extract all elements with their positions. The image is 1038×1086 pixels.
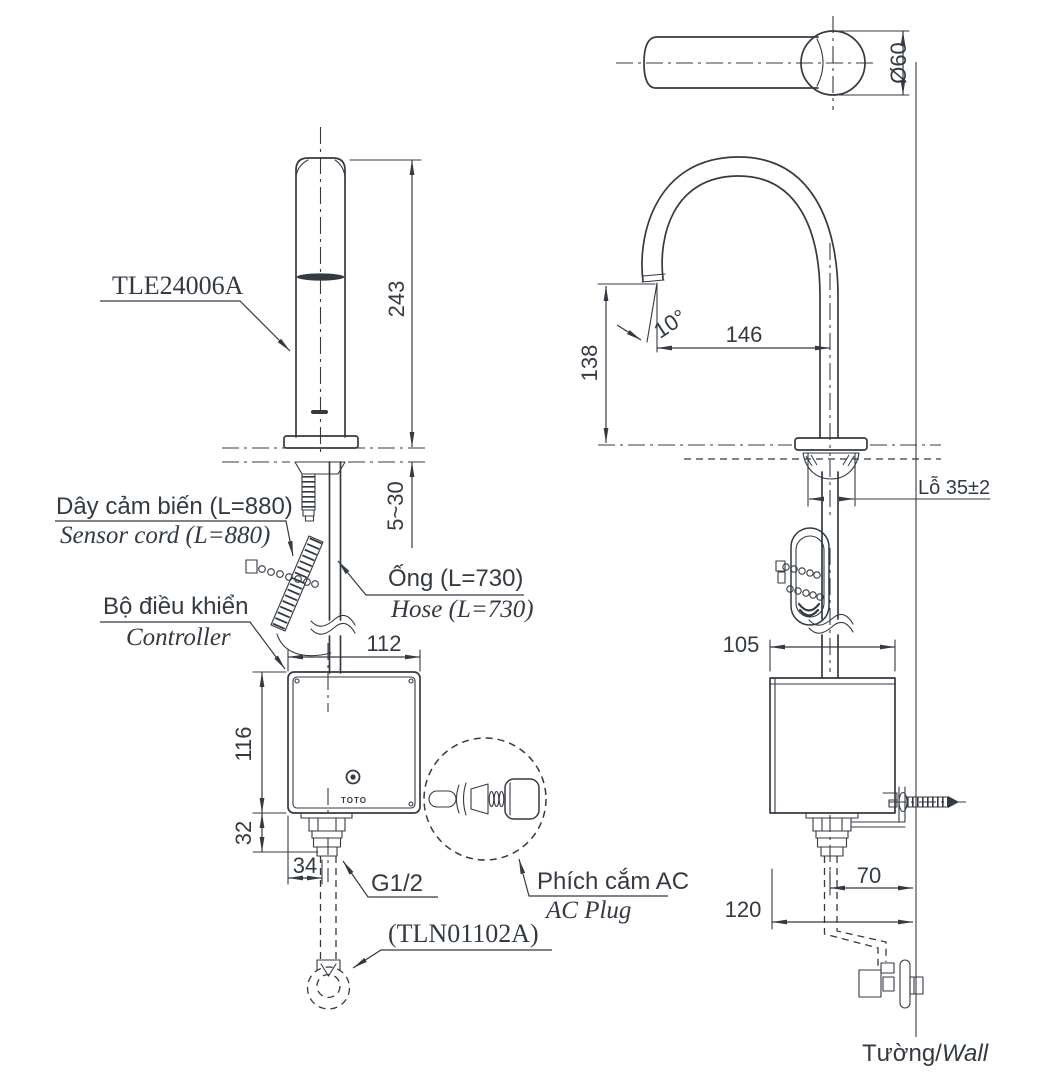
anchor-screw [889,793,969,812]
thread-text: G1/2 [371,870,424,897]
supply-fitting-side [806,813,923,1008]
sensor-cord-outline [271,536,323,631]
label-wall [862,1040,989,1067]
wall-label [862,1040,989,1067]
rod-collar [303,510,314,516]
wall-stop-valve [859,960,923,1008]
hose-front [330,462,341,673]
dim-text-5-30: 5~30 [383,481,408,531]
dim-text-146: 146 [725,322,763,347]
stop-valve-circle-inner [317,975,340,998]
label-thread [343,861,438,897]
plug-pin [429,791,456,807]
stop-valve-text: (TLN01102A) [388,919,539,948]
dim-text-70: 70 [856,863,882,888]
label-hose [338,561,534,623]
plug-connector [471,784,488,814]
angle-arrow [617,325,641,340]
label-model [100,271,290,351]
rod-tip [306,516,314,521]
wall-label-en: Wall [941,1040,989,1067]
dim-text-32: 32 [231,820,256,846]
wall-label-vi: Tường/ [862,1040,942,1067]
top-view-centerlines [616,16,878,110]
dim-controller-height [231,672,286,813]
dim-text-d60: Ø60 [886,42,911,84]
dim-controller-width [288,631,420,671]
dim-spout-height [350,160,421,447]
label-sensor-cord [55,493,293,556]
base-flange-side [795,438,867,450]
dim-outlet-height [577,284,655,443]
dim-text-116: 116 [231,726,256,762]
dim-text-hole: Lỗ 35±2 [918,477,991,499]
spout-outlet-mark [311,410,328,414]
ac-plug-detail [424,738,546,860]
hose-break-symbol [311,615,355,634]
controller-side [770,678,969,827]
fitting-nut [309,818,345,831]
controller-logo: TOTO [341,796,367,805]
stop-valve-circle-outer [308,967,350,1009]
ac-plug-en: AC Plug [546,897,632,924]
controller-box [288,672,420,813]
spout-top-view [616,16,878,110]
angle-callout [617,283,691,352]
valve-wall-flange [900,960,910,1008]
controller-box-side [770,678,895,813]
mounting-cone [295,462,345,474]
dim-deck-thickness [383,462,412,548]
dim-text-112: 112 [366,631,402,656]
dim-text-120: 120 [724,897,762,922]
gooseneck-inner [662,176,820,438]
coil-connector-chain [776,561,823,600]
detail-bubble [424,738,546,860]
dim-controller-lower [231,813,318,852]
dim-controller-depth [723,632,895,671]
front-view [55,127,689,1009]
dim-text-10deg: 10° [649,304,691,344]
gooseneck-outer [642,157,838,438]
controller-indicator-dot [350,774,355,779]
spout-tip-lines [642,274,665,282]
connector-plug [246,560,257,573]
dim-text-105: 105 [722,632,760,657]
sensor-wire [277,634,331,656]
controller-front [288,643,420,882]
hose-en: Hose (L=730) [391,596,534,623]
dim-text-34: 34 [292,853,318,878]
ac-plug-vi: Phích cắm AC [537,868,690,895]
label-stop-valve-model [353,919,552,968]
dim-hole [809,476,990,499]
faucet-body-front [284,127,358,456]
controller-vi: Bộ điều khiển [103,593,249,620]
label-ac-plug [519,859,689,924]
controller-box-inner [293,677,415,808]
model-text: TLE24006A [112,271,244,300]
model-leader [100,301,290,351]
stop-valve-leader [353,950,552,968]
dim-pipe-wall-offset [830,863,913,895]
supply-stub [317,847,337,856]
dim-text-138: 138 [577,344,602,382]
deck-lines-front [222,448,425,462]
mount-dome-side [803,453,859,479]
hose-vi: Ống (L=730) [388,565,524,592]
supply-fitting-front [301,813,352,1009]
sensor-cord-vi: Dây cảm biến (L=880) [56,493,293,520]
plug-break-arcs [457,783,467,815]
gooseneck-side [642,157,838,456]
dim-text-243: 243 [384,280,409,318]
deck-side [598,438,941,520]
label-controller [100,593,285,669]
sensor-cord-en: Sensor cord (L=880) [60,522,271,549]
coil-shade [799,604,819,616]
dim-controller-wall-offset [725,869,913,929]
side-view [577,16,990,1067]
controller-en: Controller [126,624,231,651]
sensor-cord-hatch [278,540,316,628]
